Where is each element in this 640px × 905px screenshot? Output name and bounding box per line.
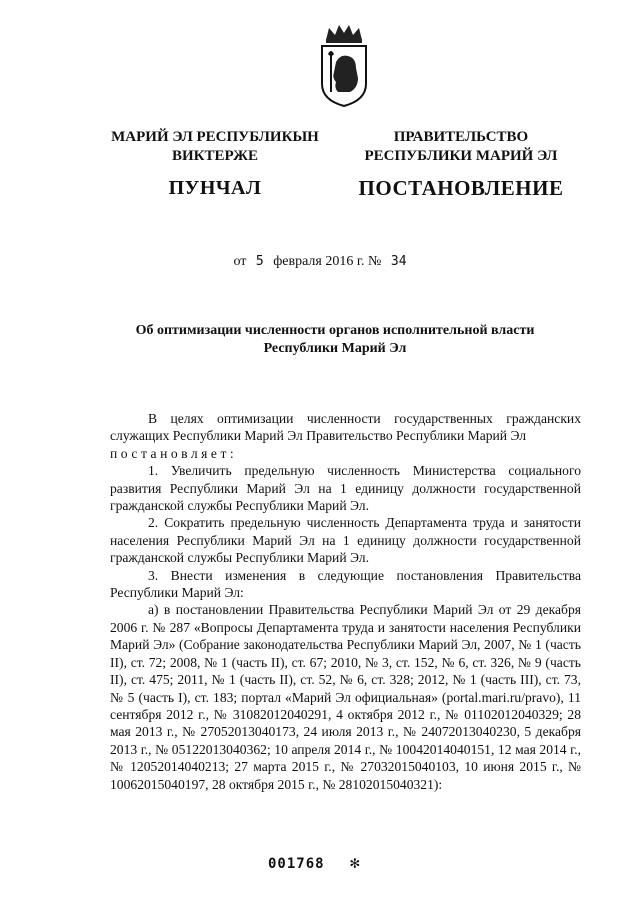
header-russian: [356, 128, 566, 200]
header-russian-line2: РЕСПУБЛИКИ МАРИЙ ЭЛ: [364, 148, 558, 164]
paragraph-2: 2. Сократить предельную численность Департамента труда и занятости населения Республики Марий Эл на 1 единицу должности государственной гражданской службы Республики Марий Эл.: [110, 515, 581, 566]
header-russian-title: ПОСТАНОВЛЕНИЕ: [358, 176, 564, 200]
title-line1: Об оптимизации численности органов исполнительной власти: [135, 323, 535, 338]
header-mari-line1: МАРИЙ ЭЛ РЕСПУБЛИКЫН: [111, 129, 319, 145]
asterisk-mark: ✻: [350, 853, 361, 872]
decree-number: 34: [390, 254, 407, 269]
date-prefix: от: [233, 254, 247, 269]
paragraph-3a: а) в постановлении Правительства Республики Марий Эл от 29 декабря 2006 г. № 287 «Вопросы Департамента труда и занятости населения Республики Марий Эл» (Собрание законодательства Республики Марий Эл, 2007, № 1 (часть II), ст. 72; 2008, № 1 (часть II), ст. 67; 2010, № 3, ст. 152, № 6, ст. 326, № 9 (часть II), ст. 475; 2011, № 1 (часть II), ст. 52, № 6, ст. 328; 2012, № 1 (часть III), ст. 73, № 5 (часть I), ст. 183; портал «Марий Эл официальная» (portal.mari.ru/pravo), 11 сентября 2012 г., № 31082012040291, 4 октября 2012 г., № 01102012040329; 28 мая 2013 г., № 27052013040173, 24 июля 2013 г., № 24072013040230, 5 декабря 2013 г., № 05122013040362; 10 апреля 2014 г., № 10042014040151, 12 мая 2014 г., № 12052014040213; 27 марта 2015 г., № 27032015040103, 10 июня 2015 г., № 10062015040197, 28 октября 2015 г., № 28102015040321):: [110, 602, 581, 792]
paragraph-intro: В целях оптимизации численности государственных гражданских служащих Республики Марий Эл Правительство Республики Марий Эл: [110, 411, 581, 444]
date-month-year: февраля 2016 г. №: [273, 254, 382, 269]
document-title: [100, 322, 570, 358]
title-line2: Республики Марий Эл: [263, 341, 407, 356]
coat-of-arms-icon: [318, 22, 370, 108]
paragraph-decree-word: постановляет:: [110, 445, 238, 461]
paragraph-3: 3. Внести изменения в следующие постановления Правительства Республики Марий Эл:: [110, 567, 581, 601]
serial-number: 001768: [268, 856, 325, 872]
header-mari-line2: ВИКТЕРЖЕ: [171, 148, 259, 164]
decree-date: [0, 254, 640, 270]
header-mari-title: ПУНЧАЛ: [168, 177, 262, 199]
header-mari: [100, 128, 330, 200]
date-day: 5: [255, 254, 264, 269]
document-body: [110, 410, 581, 793]
header-russian-line1: ПРАВИТЕЛЬСТВО: [393, 129, 529, 145]
paragraph-1: 1. Увеличить предельную численность Министерства социального развития Республики Марий Эл на 1 единицу должности государственной гражданской службы Республики Марий Эл.: [110, 463, 581, 514]
page-footer: [268, 853, 361, 872]
